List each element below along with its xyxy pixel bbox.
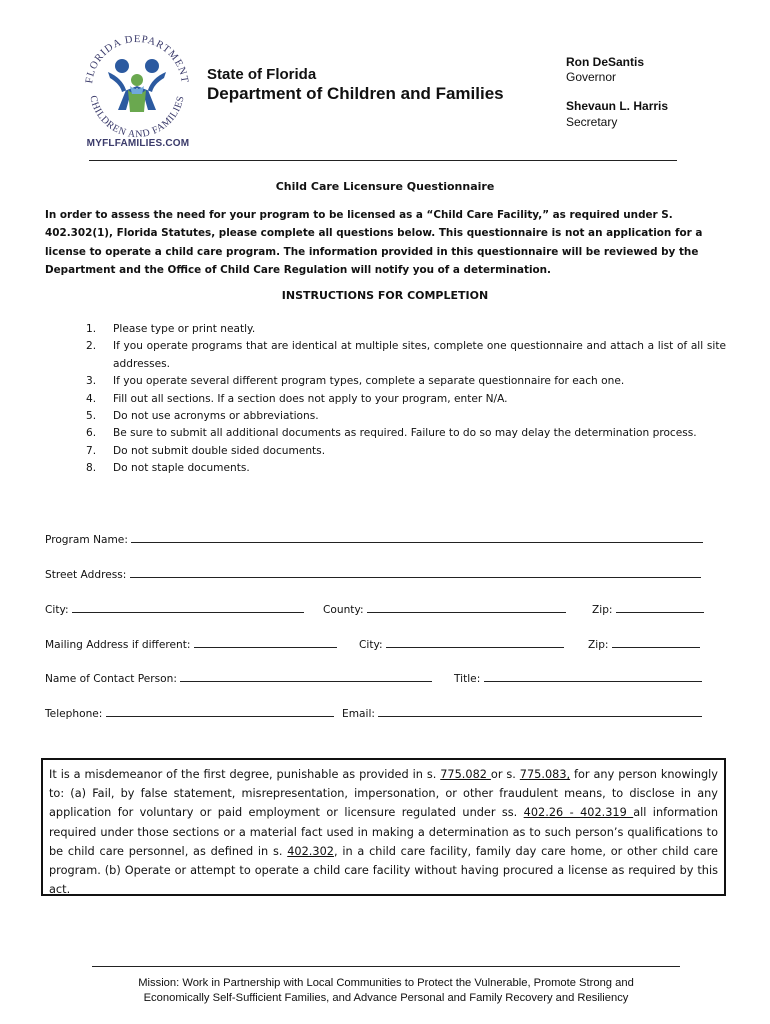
city-label: City:	[45, 604, 69, 616]
list-item: 6. Be sure to submit all additional documents as required. Failure to do so may delay the determination process.	[86, 427, 697, 440]
program-name-row	[45, 531, 703, 546]
street-address-row	[45, 566, 701, 581]
title-row	[454, 670, 702, 685]
zip-field[interactable]	[616, 601, 704, 613]
intro-paragraph: In order to assess the need for your program to be licensed as a “Child Care Facility,” as required under S. 402.302(1), Florida Statutes, please complete all questions below. This questionnaire is not an application for a license to operate a child care program. The information provided in this questionnaire will be reviewed by the Department and the Office of Child Care Regulation will notify you of a determination.	[45, 209, 703, 277]
mailing-city-row	[359, 636, 564, 651]
state-name: State of Florida	[207, 66, 317, 83]
street-address-field[interactable]	[130, 566, 701, 578]
city-field[interactable]	[72, 601, 304, 613]
website-url: MYFLFAMILIES.COM	[86, 138, 190, 149]
instructions-list	[86, 321, 726, 478]
email-label: Email:	[342, 708, 375, 720]
governor-title: Governor	[566, 70, 617, 84]
legal-notice-box: It is a misdemeanor of the first degree, punishable as provided in s. 775.082 or s. 775.083, for any person knowingly to: (a) Fail, by false statement, misrepresentation, impersonation, or other fraudulent means, to disclose in any application for voluntary or paid employment or licensure regulated under ss. 402.26 - 402.319 all information required under those sections or a material fact used in making a determination as to such person’s qualifications to be child care personnel, as defined in s. 402.302, in a child care facility, family day care home, or other child care program. (b) Operate or attempt to operate a child care facility without having procured a license as required by this act.	[41, 758, 726, 896]
mission-line-1: Mission: Work in Partnership with Local Communities to Protect the Vulnerable, Promote Strong and	[138, 977, 634, 989]
county-label: County:	[323, 604, 364, 616]
list-item: 7. Do not submit double sided documents.	[86, 444, 326, 457]
document-title: Child Care Licensure Questionnaire	[275, 180, 495, 193]
title-field[interactable]	[484, 670, 702, 682]
mailing-city-field[interactable]	[386, 636, 564, 648]
list-item: 4. Fill out all sections. If a section does not apply to your program, enter N/A.	[86, 392, 508, 405]
mission-line-2: Economically Self-Sufficient Families, and Advance Personal and Family Recovery and Resiliency	[143, 992, 629, 1004]
instructions-heading: INSTRUCTIONS FOR COMPLETION	[281, 289, 489, 302]
seal-logo-icon	[78, 28, 196, 146]
mailing-address-field[interactable]	[194, 636, 337, 648]
email-field[interactable]	[378, 705, 702, 717]
secretary-name: Shevaun L. Harris	[566, 99, 669, 113]
seal-ring-bottom-text: CHILDREN AND FAMILIES	[87, 94, 187, 141]
department-name: Department of Children and Families	[207, 84, 504, 103]
statute-link-402-302[interactable]: 402.302	[287, 844, 334, 858]
statute-link-775-083[interactable]: 775.083,	[519, 768, 571, 781]
contact-person-row	[45, 670, 432, 685]
header-divider	[89, 160, 677, 161]
mailing-address-row	[45, 636, 337, 651]
mailing-zip-label: Zip:	[588, 639, 609, 651]
governor-name: Ron DeSantis	[566, 55, 645, 69]
seal-ring-top-text: FLORIDA DEPARTMENT	[84, 33, 190, 85]
mailing-address-label: Mailing Address if different:	[45, 639, 191, 651]
county-field[interactable]	[367, 601, 566, 613]
list-item: 2. If you operate programs that are identical at multiple sites, complete one questionnaire and attach a list of all site addresses.	[86, 340, 726, 370]
list-item: 3. If you operate several different program types, complete a separate questionnaire for each one.	[86, 375, 625, 388]
mailing-zip-field[interactable]	[612, 636, 700, 648]
telephone-field[interactable]	[106, 705, 334, 717]
secretary-title: Secretary	[566, 115, 618, 129]
county-row	[323, 601, 566, 616]
statute-link-775-082[interactable]: 775.082	[440, 768, 491, 781]
city-row	[45, 601, 304, 616]
email-row	[342, 705, 702, 720]
statute-link-402-26-402-319[interactable]: 402.26 - 402.319	[523, 806, 634, 820]
zip-row	[592, 601, 704, 616]
program-name-label: Program Name:	[45, 534, 128, 546]
contact-person-field[interactable]	[180, 670, 432, 682]
telephone-row	[45, 705, 334, 720]
street-address-label: Street Address:	[45, 569, 127, 581]
department-seal	[78, 28, 196, 146]
zip-label: Zip:	[592, 604, 613, 616]
list-item: 1. Please type or print neatly.	[86, 323, 256, 335]
mailing-zip-row	[588, 636, 700, 651]
contact-person-label: Name of Contact Person:	[45, 673, 177, 685]
program-name-field[interactable]	[131, 531, 703, 543]
telephone-label: Telephone:	[45, 708, 103, 720]
mission-statement	[92, 976, 680, 1006]
title-label: Title:	[454, 673, 481, 685]
list-item: 8. Do not staple documents.	[86, 462, 250, 475]
footer-divider	[92, 966, 680, 967]
mailing-city-label: City:	[359, 639, 383, 651]
list-item: 5. Do not use acronyms or abbreviations.	[86, 410, 319, 423]
